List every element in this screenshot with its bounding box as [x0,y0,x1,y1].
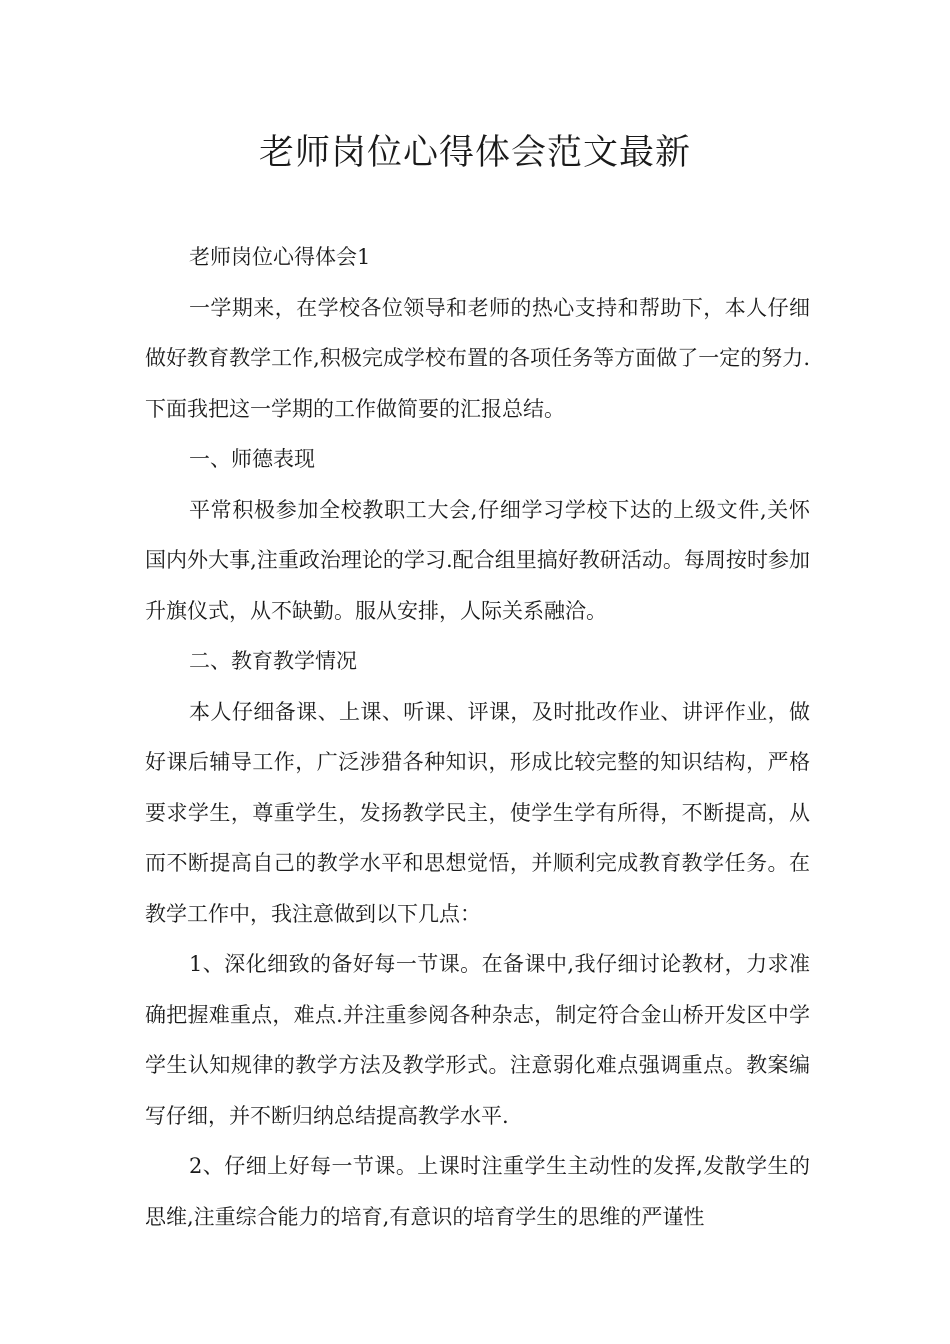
paragraph-teaching: 本人仔细备课、上课、听课、评课，及时批改作业、讲评作业，做好课后辅导工作，广泛涉猎各种知识，形成比较完整的知识结构，严格要求学生，尊重学生，发扬教学民主，使学生学有所得，不断提高，从而不断提高自己的教学水平和思想觉悟，并顺利完成教育教学任务。在教学工作中，我注意做到以下几点： [145,699,810,926]
section-heading-1: 老师岗位心得体会1 [189,245,371,269]
paragraph-ethics: 平常积极参加全校教职工大会,仔细学习学校下达的上级文件,关怀国内外大事,注重政治理论的学习.配合组里搞好教研活动。每周按时参加升旗仪式，从不缺勤。服从安排，人际关系融洽。 [145,497,810,623]
paragraph-point-1: 1、深化细致的备好每一节课。在备课中,我仔细讨论教材，力求准确把握难重点，难点.并注重参阅各种杂志，制定符合金山桥开发区中学学生认知规律的教学方法及教学形式。注意弱化难点强调重点。教案编写仔细，并不断归纳总结提高教学水平. [145,952,810,1128]
section-heading-ethics: 一、师德表现 [189,447,315,471]
document-title: 老师岗位心得体会范文最新 [258,133,691,173]
paragraph-intro: 一学期来，在学校各位领导和老师的热心支持和帮助下，本人仔细做好教育教学工作,积极完成学校布置的各项任务等方面做了一定的努力.下面我把这一学期的工作做简要的汇报总结。 [145,295,810,421]
paragraph-point-2: 2、仔细上好每一节课。上课时注重学生主动性的发挥,发散学生的思维,注重综合能力的培育,有意识的培育学生的思维的严谨性 [145,1154,810,1229]
document-body [145,232,810,1242]
section-heading-teaching: 二、教育教学情况 [189,649,357,673]
